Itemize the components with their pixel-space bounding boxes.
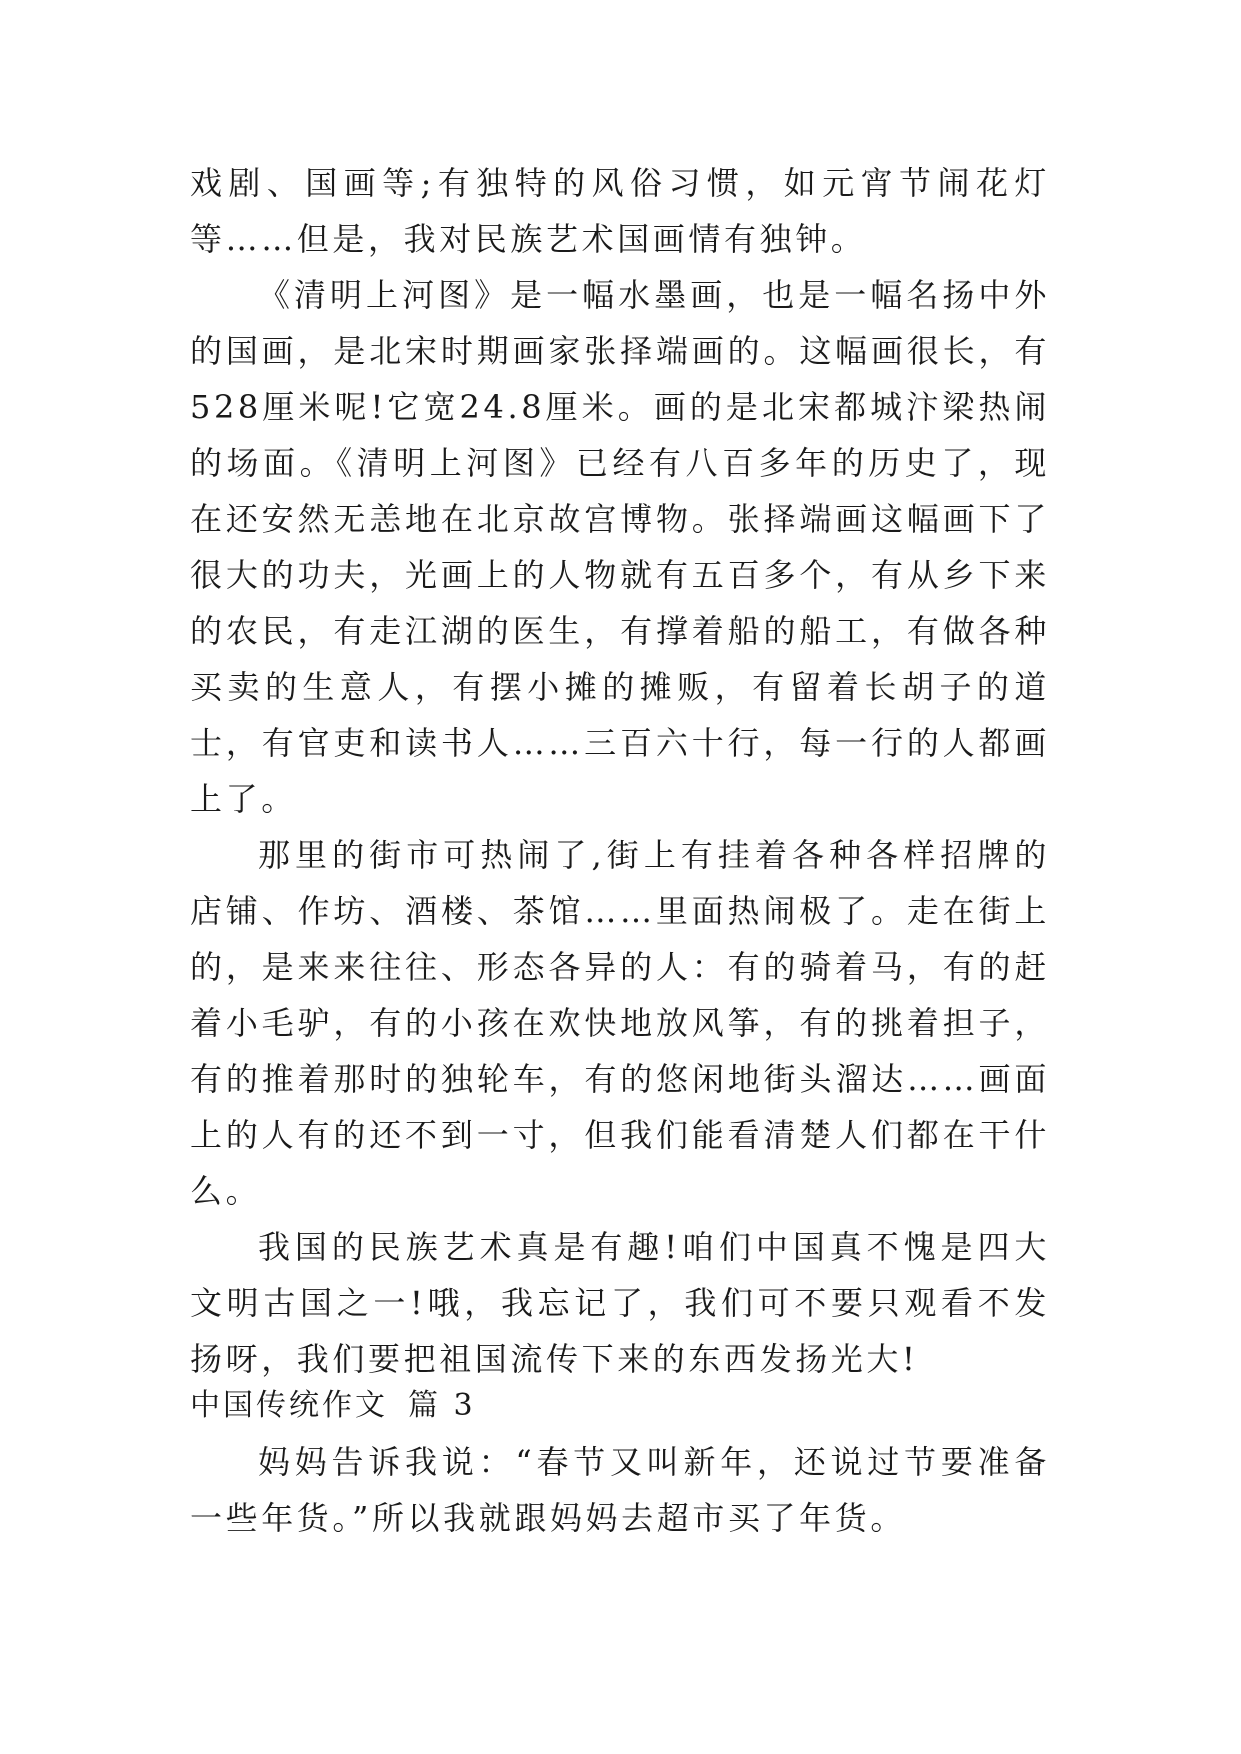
paragraph-spring-festival: 妈妈告诉我说：“春节又叫新年，还说过节要准备一些年货。”所以我就跟妈妈去超市买了年货。 <box>190 1443 1050 1537</box>
section-title-text: 中国传统作文 <box>190 1388 388 1423</box>
section-number: 篇 3 <box>408 1388 476 1423</box>
section-body <box>190 1434 1050 1546</box>
paragraph-street-scene: 那里的街市可热闹了,街上有挂着各种各样招牌的店铺、作坊、酒楼、茶馆……里面热闹极了。走在街上的，是来来往往、形态各异的人：有的骑着马，有的赶着小毛驴，有的小孩在欢快地放风筝，有的挑着担子，有的推着那时的独轮车，有的悠闲地街头溜达……画面上的人有的还不到一寸，但我们能看清楚人们都在干什么。 <box>190 836 1050 1210</box>
paragraph-continuation: 戏剧、国画等;有独特的风俗习惯，如元宵节闹花灯等……但是，我对民族艺术国画情有独钟。 <box>190 164 1050 258</box>
document-body <box>190 155 1050 1387</box>
section-heading <box>190 1378 476 1434</box>
paragraph-qingming-intro: 《清明上河图》是一幅水墨画，也是一幅名扬中外的国画，是北宋时期画家张择端画的。这幅画很长，有528厘米呢!它宽24.8厘米。画的是北宋都城汴梁热闹的场面。《清明上河图》已经有八百多年的历史了，现在还安然无恙地在北京故宫博物。张择端画这幅画下了很大的功夫，光画上的人物就有五百多个，有从乡下来的农民，有走江湖的医生，有撑着船的船工，有做各种买卖的生意人，有摆小摊的摊贩，有留着长胡子的道士，有官吏和读书人……三百六十行，每一行的人都画上了。 <box>190 276 1050 818</box>
paragraph-conclusion: 我国的民族艺术真是有趣!咱们中国真不愧是四大文明古国之一!哦，我忘记了，我们可不要只观看不发扬呀，我们要把祖国流传下来的东西发扬光大! <box>190 1228 1050 1378</box>
